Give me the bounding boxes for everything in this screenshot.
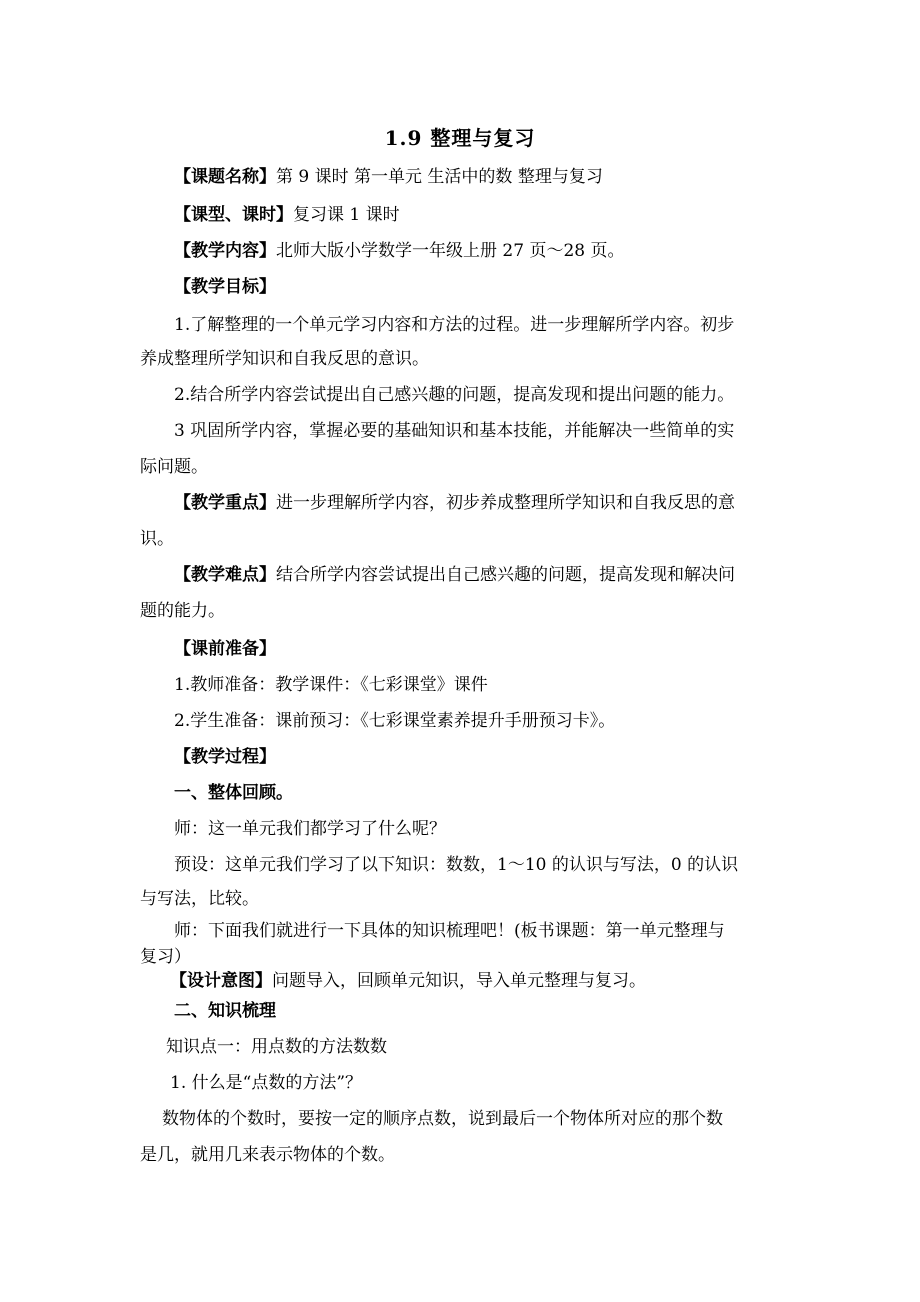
- prep-student: 2.学生准备：课前预习：《七彩课堂素养提升手册预习卡》。: [174, 711, 616, 731]
- type-label: 【课型、课时】: [174, 205, 293, 225]
- difficulties-label: 【教学难点】: [174, 565, 276, 585]
- difficulties-text: 结合所学内容尝试提出自己感兴趣的问题，提高发现和解决问: [276, 565, 735, 585]
- key-points-label: 【教学重点】: [174, 493, 276, 513]
- knowledge-point-1-question: 1. 什么是“点数的方法”？: [170, 1073, 363, 1093]
- topic-label: 【课题名称】: [174, 167, 276, 187]
- content-label: 【教学内容】: [174, 241, 276, 261]
- key-points-line-1: [140, 486, 814, 520]
- teacher-line-2a: 师：下面我们就进行一下具体的知识梳理吧！(板书课题：第一单元整理与: [174, 921, 725, 941]
- topic-value: 第 9 课时 第一单元 生活中的数 整理与复习: [276, 167, 603, 187]
- section-1-heading: 一、整体回顾。: [174, 783, 293, 803]
- goal-3-line-1: 3 巩固所学内容，掌握必要的基础知识和基本技能，并能解决一些简单的实: [174, 421, 735, 441]
- type-value: 复习课 1 课时: [293, 205, 400, 225]
- preset-line-2: 与写法，比较。: [140, 889, 259, 909]
- type-line: [140, 198, 814, 232]
- teacher-question-1: 师：这一单元我们都学习了什么呢？: [174, 819, 446, 839]
- goal-1-line-2: 养成整理所学知识和自我反思的意识。: [140, 349, 429, 369]
- goals-heading: 【教学目标】: [174, 277, 276, 297]
- topic-line: [140, 160, 814, 194]
- knowledge-point-1: 知识点一：用点数的方法数数: [166, 1037, 387, 1057]
- knowledge-point-1-answer-line-1: 数物体的个数时，要按一定的顺序点数，说到最后一个物体所对应的那个数: [162, 1109, 723, 1129]
- goal-2: 2.结合所学内容尝试提出自己感兴趣的问题，提高发现和提出问题的能力。: [174, 385, 735, 405]
- difficulties-line-2: 题的能力。: [140, 601, 225, 621]
- key-points-text: 进一步理解所学内容，初步养成整理所学知识和自我反思的意: [276, 493, 735, 513]
- page-title: 1.9 整理与复习: [384, 126, 536, 150]
- preset-line-1: 预设：这单元我们学习了以下知识：数数，1～10 的认识与写法，0 的认识: [174, 855, 739, 875]
- design-intent-text: 问题导入，回顾单元知识，导入单元整理与复习。: [272, 971, 646, 991]
- content-line: [140, 234, 814, 268]
- section-2-heading: 二、知识梳理: [174, 1001, 276, 1021]
- key-points-line-2: 识。: [140, 529, 174, 549]
- difficulties-line-1: [140, 558, 814, 592]
- prep-heading: 【课前准备】: [174, 639, 276, 659]
- design-intent-label: 【设计意图】: [170, 971, 272, 991]
- knowledge-point-1-answer-line-2: 是几，就用几来表示物体的个数。: [140, 1145, 395, 1165]
- process-heading: 【教学过程】: [174, 747, 276, 767]
- prep-teacher: 1.教师准备：教学课件：《七彩课堂》课件: [174, 675, 488, 695]
- teacher-line-2b: 复习）: [140, 947, 191, 967]
- content-value: 北师大版小学数学一年级上册 27 页～28 页。: [276, 241, 625, 261]
- goal-3-line-2: 际问题。: [140, 457, 208, 477]
- design-intent-line: [140, 964, 810, 998]
- goal-1-line-1: 1.了解整理的一个单元学习内容和方法的过程。进一步理解所学内容。初步: [174, 315, 735, 335]
